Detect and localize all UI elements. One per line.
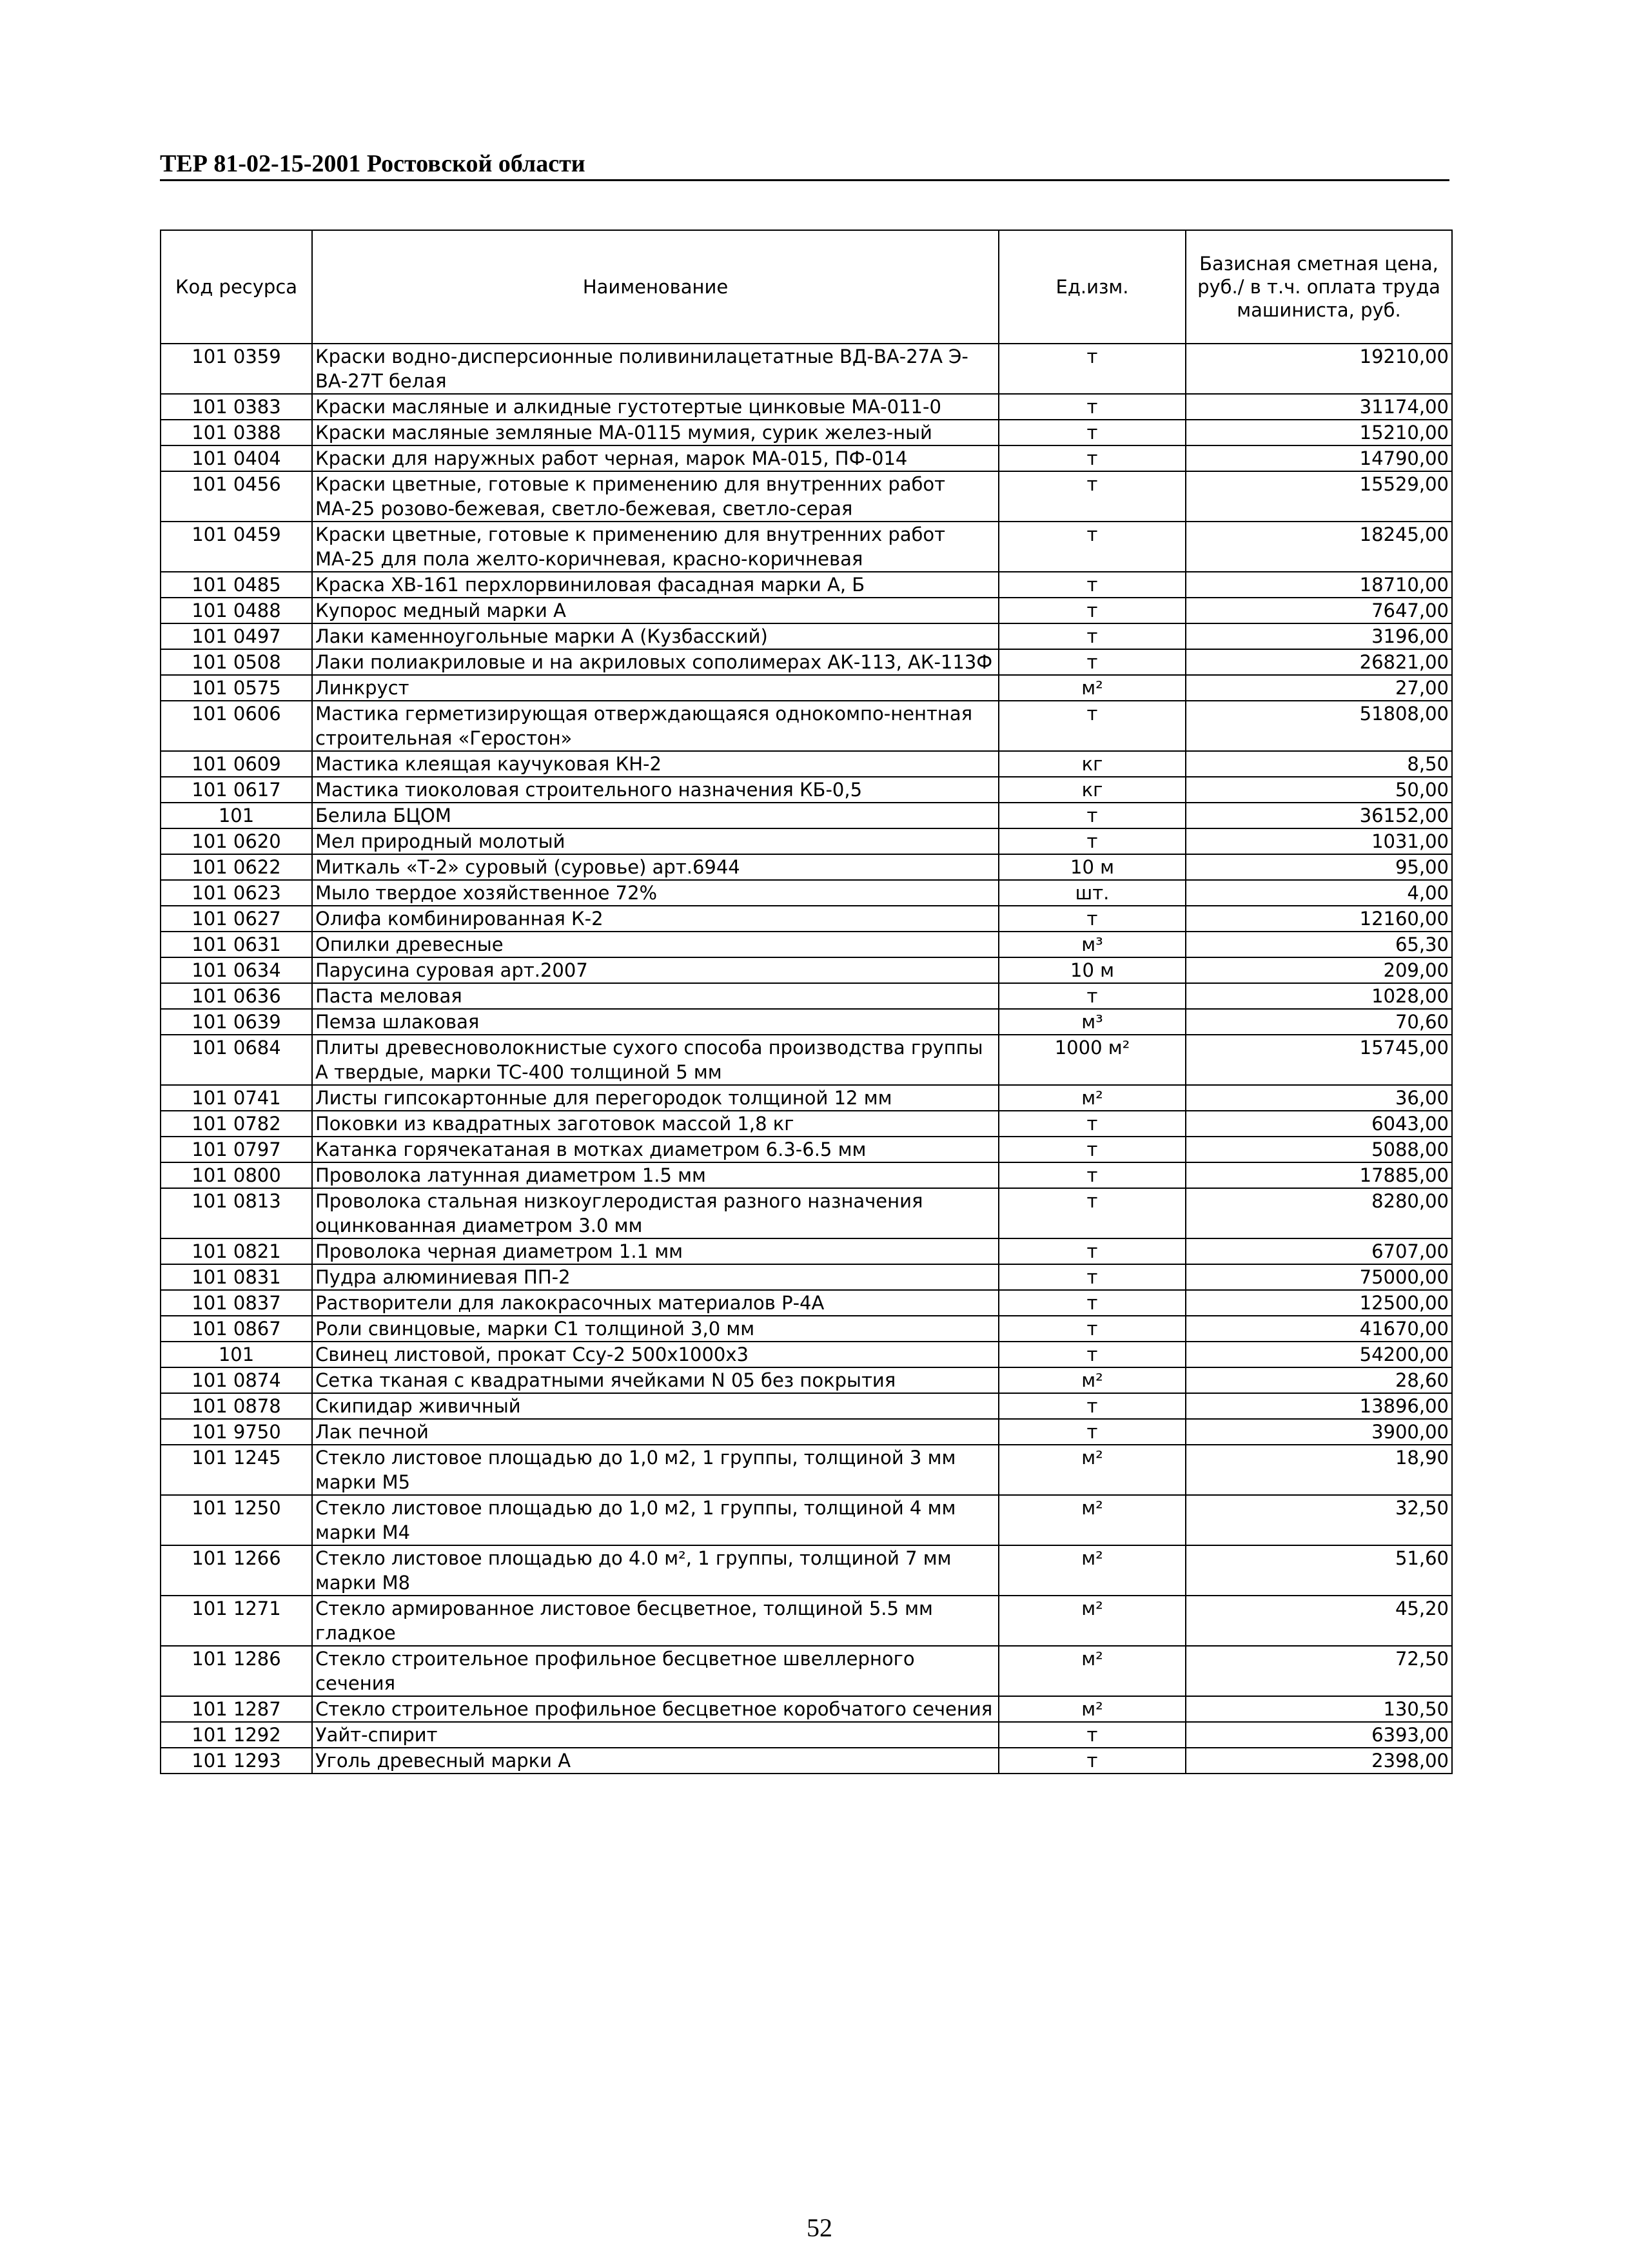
cell-price: 28,60 [1186, 1367, 1452, 1393]
cell-unit: т [999, 1290, 1186, 1316]
cell-price: 15745,00 [1186, 1035, 1452, 1085]
cell-unit: т [999, 1238, 1186, 1264]
cell-price: 27,00 [1186, 675, 1452, 701]
cell-name: Краски масляные земляные МА-0115 мумия, сурик желез-ный [312, 420, 999, 445]
cell-name: Катанка горячекатаная в мотках диаметром 6.3-6.5 мм [312, 1137, 999, 1162]
cell-unit: т [999, 1419, 1186, 1445]
table-row [161, 1646, 1452, 1696]
cell-unit: т [999, 1264, 1186, 1290]
cell-code: 101 0622 [161, 854, 312, 880]
cell-unit: м² [999, 1495, 1186, 1545]
cell-name: Паста меловая [312, 983, 999, 1009]
cell-unit: т [999, 572, 1186, 598]
cell-name: Парусина суровая арт.2007 [312, 957, 999, 983]
cell-price: 8280,00 [1186, 1188, 1452, 1238]
cell-name: Скипидар живичный [312, 1393, 999, 1419]
cell-name: Краски цветные, готовые к применению для внутренних работ МА-25 для пола желто-коричневая, красно-коричневая [312, 522, 999, 572]
cell-unit: т [999, 344, 1186, 394]
page-header-title: ТЕР 81-02-15-2001 Ростовской области [160, 150, 585, 177]
cell-code: 101 0684 [161, 1035, 312, 1085]
cell-unit: т [999, 394, 1186, 420]
cell-name: Линкруст [312, 675, 999, 701]
cell-name: Стекло строительное профильное бесцветное коробчатого сечения [312, 1696, 999, 1722]
cell-unit: т [999, 701, 1186, 751]
cell-unit: т [999, 906, 1186, 932]
table-row [161, 1009, 1452, 1035]
cell-price: 45,20 [1186, 1596, 1452, 1646]
cell-code: 101 0831 [161, 1264, 312, 1290]
cell-price: 72,50 [1186, 1646, 1452, 1696]
table-row [161, 1722, 1452, 1748]
cell-code: 101 0359 [161, 344, 312, 394]
cell-code: 101 1293 [161, 1748, 312, 1774]
cell-name: Краска ХВ-161 перхлорвиниловая фасадная марки А, Б [312, 572, 999, 598]
cell-name: Пемза шлаковая [312, 1009, 999, 1035]
cell-unit: м² [999, 1085, 1186, 1111]
cell-code: 101 0609 [161, 751, 312, 777]
cell-price: 19210,00 [1186, 344, 1452, 394]
cell-unit: т [999, 598, 1186, 623]
cell-price: 15210,00 [1186, 420, 1452, 445]
cell-code: 101 0631 [161, 932, 312, 957]
cell-code: 101 0485 [161, 572, 312, 598]
table-row [161, 1162, 1452, 1188]
cell-name: Стекло листовое площадью до 1,0 м2, 1 группы, толщиной 3 мм марки М5 [312, 1445, 999, 1495]
cell-name: Мастика тиоколовая строительного назначения КБ-0,5 [312, 777, 999, 803]
cell-code: 101 0813 [161, 1188, 312, 1238]
cell-name: Поковки из квадратных заготовок массой 1,8 кг [312, 1111, 999, 1137]
table-body [161, 344, 1452, 1774]
cell-price: 12500,00 [1186, 1290, 1452, 1316]
cell-price: 7647,00 [1186, 598, 1452, 623]
cell-unit: т [999, 983, 1186, 1009]
cell-unit: кг [999, 751, 1186, 777]
cell-unit: т [999, 1316, 1186, 1342]
table-row [161, 675, 1452, 701]
table-row [161, 1495, 1452, 1545]
cell-price: 36,00 [1186, 1085, 1452, 1111]
cell-name: Белила БЦОМ [312, 803, 999, 828]
table-row [161, 1393, 1452, 1419]
cell-name: Миткаль «Т-2» суровый (суровье) арт.6944 [312, 854, 999, 880]
cell-code: 101 0383 [161, 394, 312, 420]
cell-name: Стекло листовое площадью до 4.0 м², 1 группы, толщиной 7 мм марки М8 [312, 1545, 999, 1596]
cell-code: 101 0620 [161, 828, 312, 854]
table-row [161, 1290, 1452, 1316]
cell-price: 17885,00 [1186, 1162, 1452, 1188]
table-row [161, 420, 1452, 445]
cell-price: 209,00 [1186, 957, 1452, 983]
cell-price: 2398,00 [1186, 1748, 1452, 1774]
cell-price: 130,50 [1186, 1696, 1452, 1722]
table-row [161, 1748, 1452, 1774]
table-row [161, 1111, 1452, 1137]
cell-unit: т [999, 1748, 1186, 1774]
table-row [161, 1545, 1452, 1596]
cell-code: 101 0867 [161, 1316, 312, 1342]
cell-code: 101 1245 [161, 1445, 312, 1495]
cell-price: 95,00 [1186, 854, 1452, 880]
cell-unit: кг [999, 777, 1186, 803]
cell-name: Лаки полиакриловые и на акриловых сополимерах АК-113, АК-113Ф [312, 649, 999, 675]
cell-name: Роли свинцовые, марки С1 толщиной 3,0 мм [312, 1316, 999, 1342]
cell-code: 101 0606 [161, 701, 312, 751]
table-row [161, 1445, 1452, 1495]
table-row [161, 572, 1452, 598]
table-row [161, 932, 1452, 957]
cell-price: 18710,00 [1186, 572, 1452, 598]
cell-name: Листы гипсокартонные для перегородок толщиной 12 мм [312, 1085, 999, 1111]
table-row [161, 1342, 1452, 1367]
cell-code: 101 0575 [161, 675, 312, 701]
cell-unit: м² [999, 1646, 1186, 1696]
cell-unit: м³ [999, 1009, 1186, 1035]
cell-name: Свинец листовой, прокат Ссу-2 500х1000х3 [312, 1342, 999, 1367]
cell-unit: т [999, 1722, 1186, 1748]
column-header-name: Наименование [312, 230, 999, 344]
cell-code: 101 1266 [161, 1545, 312, 1596]
cell-code: 101 0508 [161, 649, 312, 675]
cell-code: 101 0639 [161, 1009, 312, 1035]
cell-code: 101 0497 [161, 623, 312, 649]
cell-price: 1031,00 [1186, 828, 1452, 854]
cell-name: Купорос медный марки А [312, 598, 999, 623]
resource-price-table [160, 230, 1453, 1774]
table-row [161, 1188, 1452, 1238]
cell-code: 101 0837 [161, 1290, 312, 1316]
cell-name: Стекло листовое площадью до 1,0 м2, 1 группы, толщиной 4 мм марки М4 [312, 1495, 999, 1545]
cell-unit: м² [999, 1445, 1186, 1495]
cell-price: 5088,00 [1186, 1137, 1452, 1162]
cell-unit: т [999, 1137, 1186, 1162]
cell-name: Краски водно-дисперсионные поливинилацетатные ВД-ВА-27А Э-ВА-27Т белая [312, 344, 999, 394]
cell-unit: м² [999, 675, 1186, 701]
cell-name: Проволока черная диаметром 1.1 мм [312, 1238, 999, 1264]
cell-price: 51808,00 [1186, 701, 1452, 751]
table-row [161, 1596, 1452, 1646]
table-row [161, 1238, 1452, 1264]
cell-price: 4,00 [1186, 880, 1452, 906]
cell-unit: т [999, 1188, 1186, 1238]
cell-price: 14790,00 [1186, 445, 1452, 471]
cell-price: 51,60 [1186, 1545, 1452, 1596]
table-row [161, 445, 1452, 471]
cell-code: 101 0878 [161, 1393, 312, 1419]
cell-unit: т [999, 1342, 1186, 1367]
header-rule [160, 179, 1449, 181]
cell-unit: шт. [999, 880, 1186, 906]
cell-unit: т [999, 828, 1186, 854]
cell-code: 101 0488 [161, 598, 312, 623]
cell-code: 101 0741 [161, 1085, 312, 1111]
cell-code: 101 0821 [161, 1238, 312, 1264]
table-row [161, 1035, 1452, 1085]
cell-code: 101 0797 [161, 1137, 312, 1162]
cell-price: 26821,00 [1186, 649, 1452, 675]
table-row [161, 1367, 1452, 1393]
table-row [161, 623, 1452, 649]
cell-unit: т [999, 803, 1186, 828]
cell-name: Плиты древесноволокнистые сухого способа производства группы А твердые, марки ТС-400 толщиной 5 мм [312, 1035, 999, 1085]
cell-code: 101 0800 [161, 1162, 312, 1188]
cell-unit: м² [999, 1545, 1186, 1596]
table-row [161, 828, 1452, 854]
cell-price: 54200,00 [1186, 1342, 1452, 1367]
cell-name: Проволока стальная низкоуглеродистая разного назначения оцинкованная диаметром 3.0 мм [312, 1188, 999, 1238]
table-row [161, 1419, 1452, 1445]
cell-unit: т [999, 420, 1186, 445]
cell-price: 18,90 [1186, 1445, 1452, 1495]
table-row [161, 1264, 1452, 1290]
cell-name: Краски для наружных работ черная, марок МА-015, ПФ-014 [312, 445, 999, 471]
cell-unit: т [999, 649, 1186, 675]
cell-price: 12160,00 [1186, 906, 1452, 932]
cell-price: 6043,00 [1186, 1111, 1452, 1137]
cell-code: 101 1287 [161, 1696, 312, 1722]
table-row [161, 1137, 1452, 1162]
cell-name: Лаки каменноугольные марки А (Кузбасский) [312, 623, 999, 649]
cell-price: 18245,00 [1186, 522, 1452, 572]
table-row [161, 777, 1452, 803]
cell-code: 101 1271 [161, 1596, 312, 1646]
table-row [161, 522, 1452, 572]
cell-name: Стекло строительное профильное бесцветное швеллерного сечения [312, 1646, 999, 1696]
cell-unit: м² [999, 1367, 1186, 1393]
cell-unit: м² [999, 1596, 1186, 1646]
table-row [161, 751, 1452, 777]
cell-unit: т [999, 471, 1186, 522]
cell-name: Мыло твердое хозяйственное 72% [312, 880, 999, 906]
cell-name: Пудра алюминиевая ПП-2 [312, 1264, 999, 1290]
table-row [161, 1085, 1452, 1111]
cell-code: 101 1292 [161, 1722, 312, 1748]
cell-code: 101 [161, 1342, 312, 1367]
table-row [161, 344, 1452, 394]
cell-name: Сетка тканая с квадратными ячейками N 05 без покрытия [312, 1367, 999, 1393]
cell-name: Олифа комбинированная К-2 [312, 906, 999, 932]
cell-code: 101 [161, 803, 312, 828]
cell-code: 101 0623 [161, 880, 312, 906]
table-row [161, 649, 1452, 675]
cell-code: 101 0456 [161, 471, 312, 522]
cell-price: 6707,00 [1186, 1238, 1452, 1264]
cell-name: Мастика клеящая каучуковая КН-2 [312, 751, 999, 777]
cell-name: Мастика герметизирующая отверждающаяся однокомпо-нентная строительная «Геростон» [312, 701, 999, 751]
cell-name: Мел природный молотый [312, 828, 999, 854]
table-row [161, 957, 1452, 983]
cell-code: 101 9750 [161, 1419, 312, 1445]
cell-code: 101 0782 [161, 1111, 312, 1137]
cell-code: 101 0874 [161, 1367, 312, 1393]
column-header-code: Код ресурса [161, 230, 312, 344]
cell-name: Стекло армированное листовое бесцветное, толщиной 5.5 мм гладкое [312, 1596, 999, 1646]
cell-unit: т [999, 623, 1186, 649]
cell-name: Уголь древесный марки А [312, 1748, 999, 1774]
cell-unit: т [999, 522, 1186, 572]
cell-unit: 10 м [999, 957, 1186, 983]
cell-name: Опилки древесные [312, 932, 999, 957]
cell-price: 3196,00 [1186, 623, 1452, 649]
cell-code: 101 0634 [161, 957, 312, 983]
cell-name: Проволока латунная диаметром 1.5 мм [312, 1162, 999, 1188]
cell-unit: т [999, 1111, 1186, 1137]
cell-price: 8,50 [1186, 751, 1452, 777]
table-row [161, 803, 1452, 828]
table-row [161, 1696, 1452, 1722]
cell-price: 31174,00 [1186, 394, 1452, 420]
table-row [161, 394, 1452, 420]
cell-price: 3900,00 [1186, 1419, 1452, 1445]
cell-price: 75000,00 [1186, 1264, 1452, 1290]
cell-code: 101 0627 [161, 906, 312, 932]
cell-unit: т [999, 445, 1186, 471]
column-header-unit: Ед.изм. [999, 230, 1186, 344]
cell-name: Лак печной [312, 1419, 999, 1445]
cell-unit: 10 м [999, 854, 1186, 880]
cell-unit: т [999, 1162, 1186, 1188]
table-row [161, 1316, 1452, 1342]
cell-price: 15529,00 [1186, 471, 1452, 522]
cell-price: 41670,00 [1186, 1316, 1452, 1342]
cell-code: 101 0404 [161, 445, 312, 471]
cell-name: Краски масляные и алкидные густотертые цинковые МА-011-0 [312, 394, 999, 420]
cell-price: 70,60 [1186, 1009, 1452, 1035]
page-number: 52 [807, 2213, 832, 2242]
table-row [161, 471, 1452, 522]
cell-price: 32,50 [1186, 1495, 1452, 1545]
table-row [161, 880, 1452, 906]
cell-code: 101 1250 [161, 1495, 312, 1545]
cell-price: 13896,00 [1186, 1393, 1452, 1419]
cell-code: 101 0636 [161, 983, 312, 1009]
table-header-row [161, 230, 1452, 344]
cell-code: 101 0459 [161, 522, 312, 572]
cell-name: Уайт-спирит [312, 1722, 999, 1748]
cell-code: 101 0388 [161, 420, 312, 445]
cell-unit: 1000 м² [999, 1035, 1186, 1085]
cell-price: 36152,00 [1186, 803, 1452, 828]
cell-unit: т [999, 1393, 1186, 1419]
table-row [161, 854, 1452, 880]
cell-code: 101 0617 [161, 777, 312, 803]
table-row [161, 598, 1452, 623]
table-row [161, 906, 1452, 932]
cell-unit: м² [999, 1696, 1186, 1722]
cell-name: Растворители для лакокрасочных материалов Р-4А [312, 1290, 999, 1316]
table-row [161, 701, 1452, 751]
cell-price: 1028,00 [1186, 983, 1452, 1009]
cell-unit: м³ [999, 932, 1186, 957]
column-header-price: Базисная сметная цена, руб./ в т.ч. оплата труда машиниста, руб. [1186, 230, 1452, 344]
cell-name: Краски цветные, готовые к применению для внутренних работ МА-25 розово-бежевая, светло-бежевая, светло-серая [312, 471, 999, 522]
cell-price: 65,30 [1186, 932, 1452, 957]
cell-price: 50,00 [1186, 777, 1452, 803]
cell-code: 101 1286 [161, 1646, 312, 1696]
cell-price: 6393,00 [1186, 1722, 1452, 1748]
table-row [161, 983, 1452, 1009]
